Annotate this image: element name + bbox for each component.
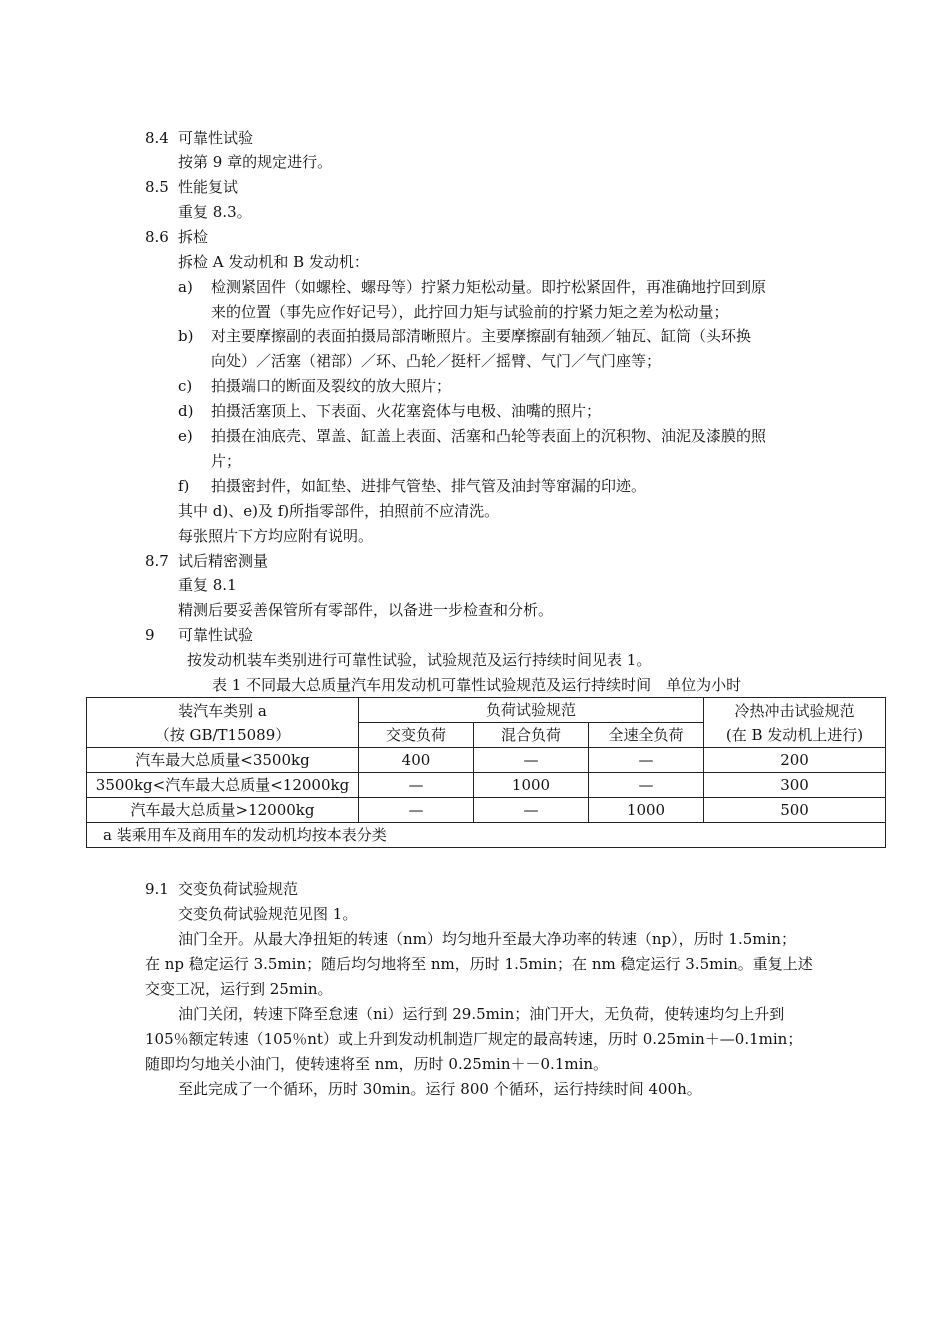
section-number: 8.5 <box>145 178 169 196</box>
paragraph: 按第 9 章的规定进行。 <box>178 153 333 171</box>
section-title: 可靠性试验 <box>178 129 254 147</box>
table-cell: 300 <box>704 773 886 798</box>
section-number: 8.4 <box>145 129 169 147</box>
table-caption: 表 1 不同最大总质量汽车用发动机可靠性试验规范及运行持续时间 单位为小时 <box>212 676 742 694</box>
section-title: 拆检 <box>178 228 209 246</box>
table-cell: 汽车最大总质量<3500kg <box>87 748 359 773</box>
paragraph-line: 油门关闭，转速下降至怠速（ni）运行到 29.5min；油门开大，无负荷，使转速均匀上升到 <box>178 1005 785 1023</box>
header-thermal-line1: 冷热冲击试验规范 <box>734 701 855 720</box>
section-title: 性能复试 <box>178 178 239 196</box>
table-cell: 3500kg<汽车最大总质量<12000kg <box>87 773 359 798</box>
table-cell: 200 <box>704 748 886 773</box>
paragraph-line: 在 np 稳定运行 3.5min；随后均匀地将至 nm，历时 1.5min；在 nm 稳定运行 3.5min。重复上述 <box>145 955 813 973</box>
paragraph: 精测后要妥善保管所有零部件，以备进一步检查和分析。 <box>178 601 554 619</box>
section-title: 试后精密测量 <box>178 552 269 570</box>
paragraph-line: 随即均匀地关小油门，使转速将至 nm，历时 0.25min＋－0.1min。 <box>145 1055 609 1073</box>
list-marker: b) <box>178 327 194 345</box>
header-cell: 交变负荷 <box>359 723 474 748</box>
list-marker: f) <box>178 477 190 495</box>
table-footnote: a 装乘用车及商用车的发动机均按本表分类 <box>87 823 886 848</box>
table-cell: 汽车最大总质量>12000kg <box>87 798 359 823</box>
header-cell <box>704 698 886 748</box>
section-number: 8.7 <box>145 552 169 570</box>
table-cell: — <box>474 798 589 823</box>
paragraph-line: 105％额定转速（105％nt）或上升到发动机制造厂规定的最高转速，历时 0.25min＋—0.1min； <box>145 1030 803 1048</box>
list-marker: e) <box>178 427 193 445</box>
header-cell <box>87 698 359 748</box>
table-cell: — <box>589 748 704 773</box>
section-title: 交变负荷试验规范 <box>178 880 299 898</box>
table-row <box>87 748 886 773</box>
list-marker: d) <box>178 402 194 420</box>
table-row <box>87 798 886 823</box>
table-cell: 500 <box>704 798 886 823</box>
paragraph-line: 交变工况，运行到 25min。 <box>145 980 333 998</box>
header-category-line1: 装汽车类别 a <box>178 701 267 720</box>
section-title: 可靠性试验 <box>178 626 254 644</box>
paragraph: 按发动机装车类别进行可靠性试验，试验规范及运行持续时间见表 1。 <box>187 651 652 669</box>
paragraph: 每张照片下方均应附有说明。 <box>178 527 374 545</box>
list-item-text: 对主要摩擦副的表面拍摄局部清晰照片。主要摩擦副有轴颈／轴瓦、缸筒（头环换 <box>211 327 752 345</box>
paragraph-line: 油门全开。从最大净扭矩的转速（nm）均匀地升至最大净功率的转速（np），历时 1.5min； <box>178 930 796 948</box>
list-item-text: 来的位置（事先应作好记号），此拧回力矩与试验前的拧紧力矩之差为松动量； <box>211 303 729 321</box>
list-marker: a) <box>178 278 193 296</box>
reliability-spec-table <box>86 697 886 848</box>
header-cell: 全速全负荷 <box>589 723 704 748</box>
paragraph: 重复 8.1 <box>178 576 237 594</box>
table-cell: 1000 <box>474 773 589 798</box>
list-item-text: 拍摄活塞顶上、下表面、火花塞瓷体与电极、油嘴的照片； <box>211 402 602 420</box>
header-thermal-line2: (在 B 发动机上进行) <box>725 725 864 744</box>
header-category-line2: （按 GB/T15089） <box>154 725 291 744</box>
list-marker: c) <box>178 377 193 395</box>
table-cell: 1000 <box>589 798 704 823</box>
table-row <box>87 773 886 798</box>
table-cell: — <box>359 798 474 823</box>
list-item-text: 拍摄端口的断面及裂纹的放大照片； <box>211 377 452 395</box>
header-cell: 负荷试验规范 <box>359 698 704 723</box>
table-footnote-row <box>87 823 886 848</box>
paragraph: 至此完成了一个循环，历时 30min。运行 800 个循环，运行持续时间 400h。 <box>178 1080 702 1098</box>
table-cell: — <box>474 748 589 773</box>
section-number: 8.6 <box>145 228 169 246</box>
section-number: 9.1 <box>145 880 169 898</box>
table-cell: — <box>359 773 474 798</box>
paragraph: 其中 d)、e)及 f)所指零部件，拍照前不应清洗。 <box>178 502 500 520</box>
paragraph: 拆检 A 发动机和 B 发动机： <box>178 253 369 271</box>
table-cell: 400 <box>359 748 474 773</box>
list-item-text: 片； <box>211 452 242 470</box>
list-item-text: 向处）／活塞（裙部）／环、凸轮／挺杆／摇臂、气门／气门座等； <box>211 352 662 370</box>
table-cell: — <box>589 773 704 798</box>
section-number: 9 <box>145 626 155 644</box>
header-cell: 混合负荷 <box>474 723 589 748</box>
list-item-text: 拍摄密封件，如缸垫、进排气管垫、排气管及油封等窜漏的印迹。 <box>211 477 647 495</box>
paragraph: 重复 8.3。 <box>178 203 252 221</box>
list-item-text: 检测紧固件（如螺栓、螺母等）拧紧力矩松动量。即拧松紧固件，再准确地拧回到原 <box>211 278 767 296</box>
list-item-text: 拍摄在油底壳、罩盖、缸盖上表面、活塞和凸轮等表面上的沉积物、油泥及漆膜的照 <box>211 427 767 445</box>
paragraph: 交变负荷试验规范见图 1。 <box>178 905 358 923</box>
